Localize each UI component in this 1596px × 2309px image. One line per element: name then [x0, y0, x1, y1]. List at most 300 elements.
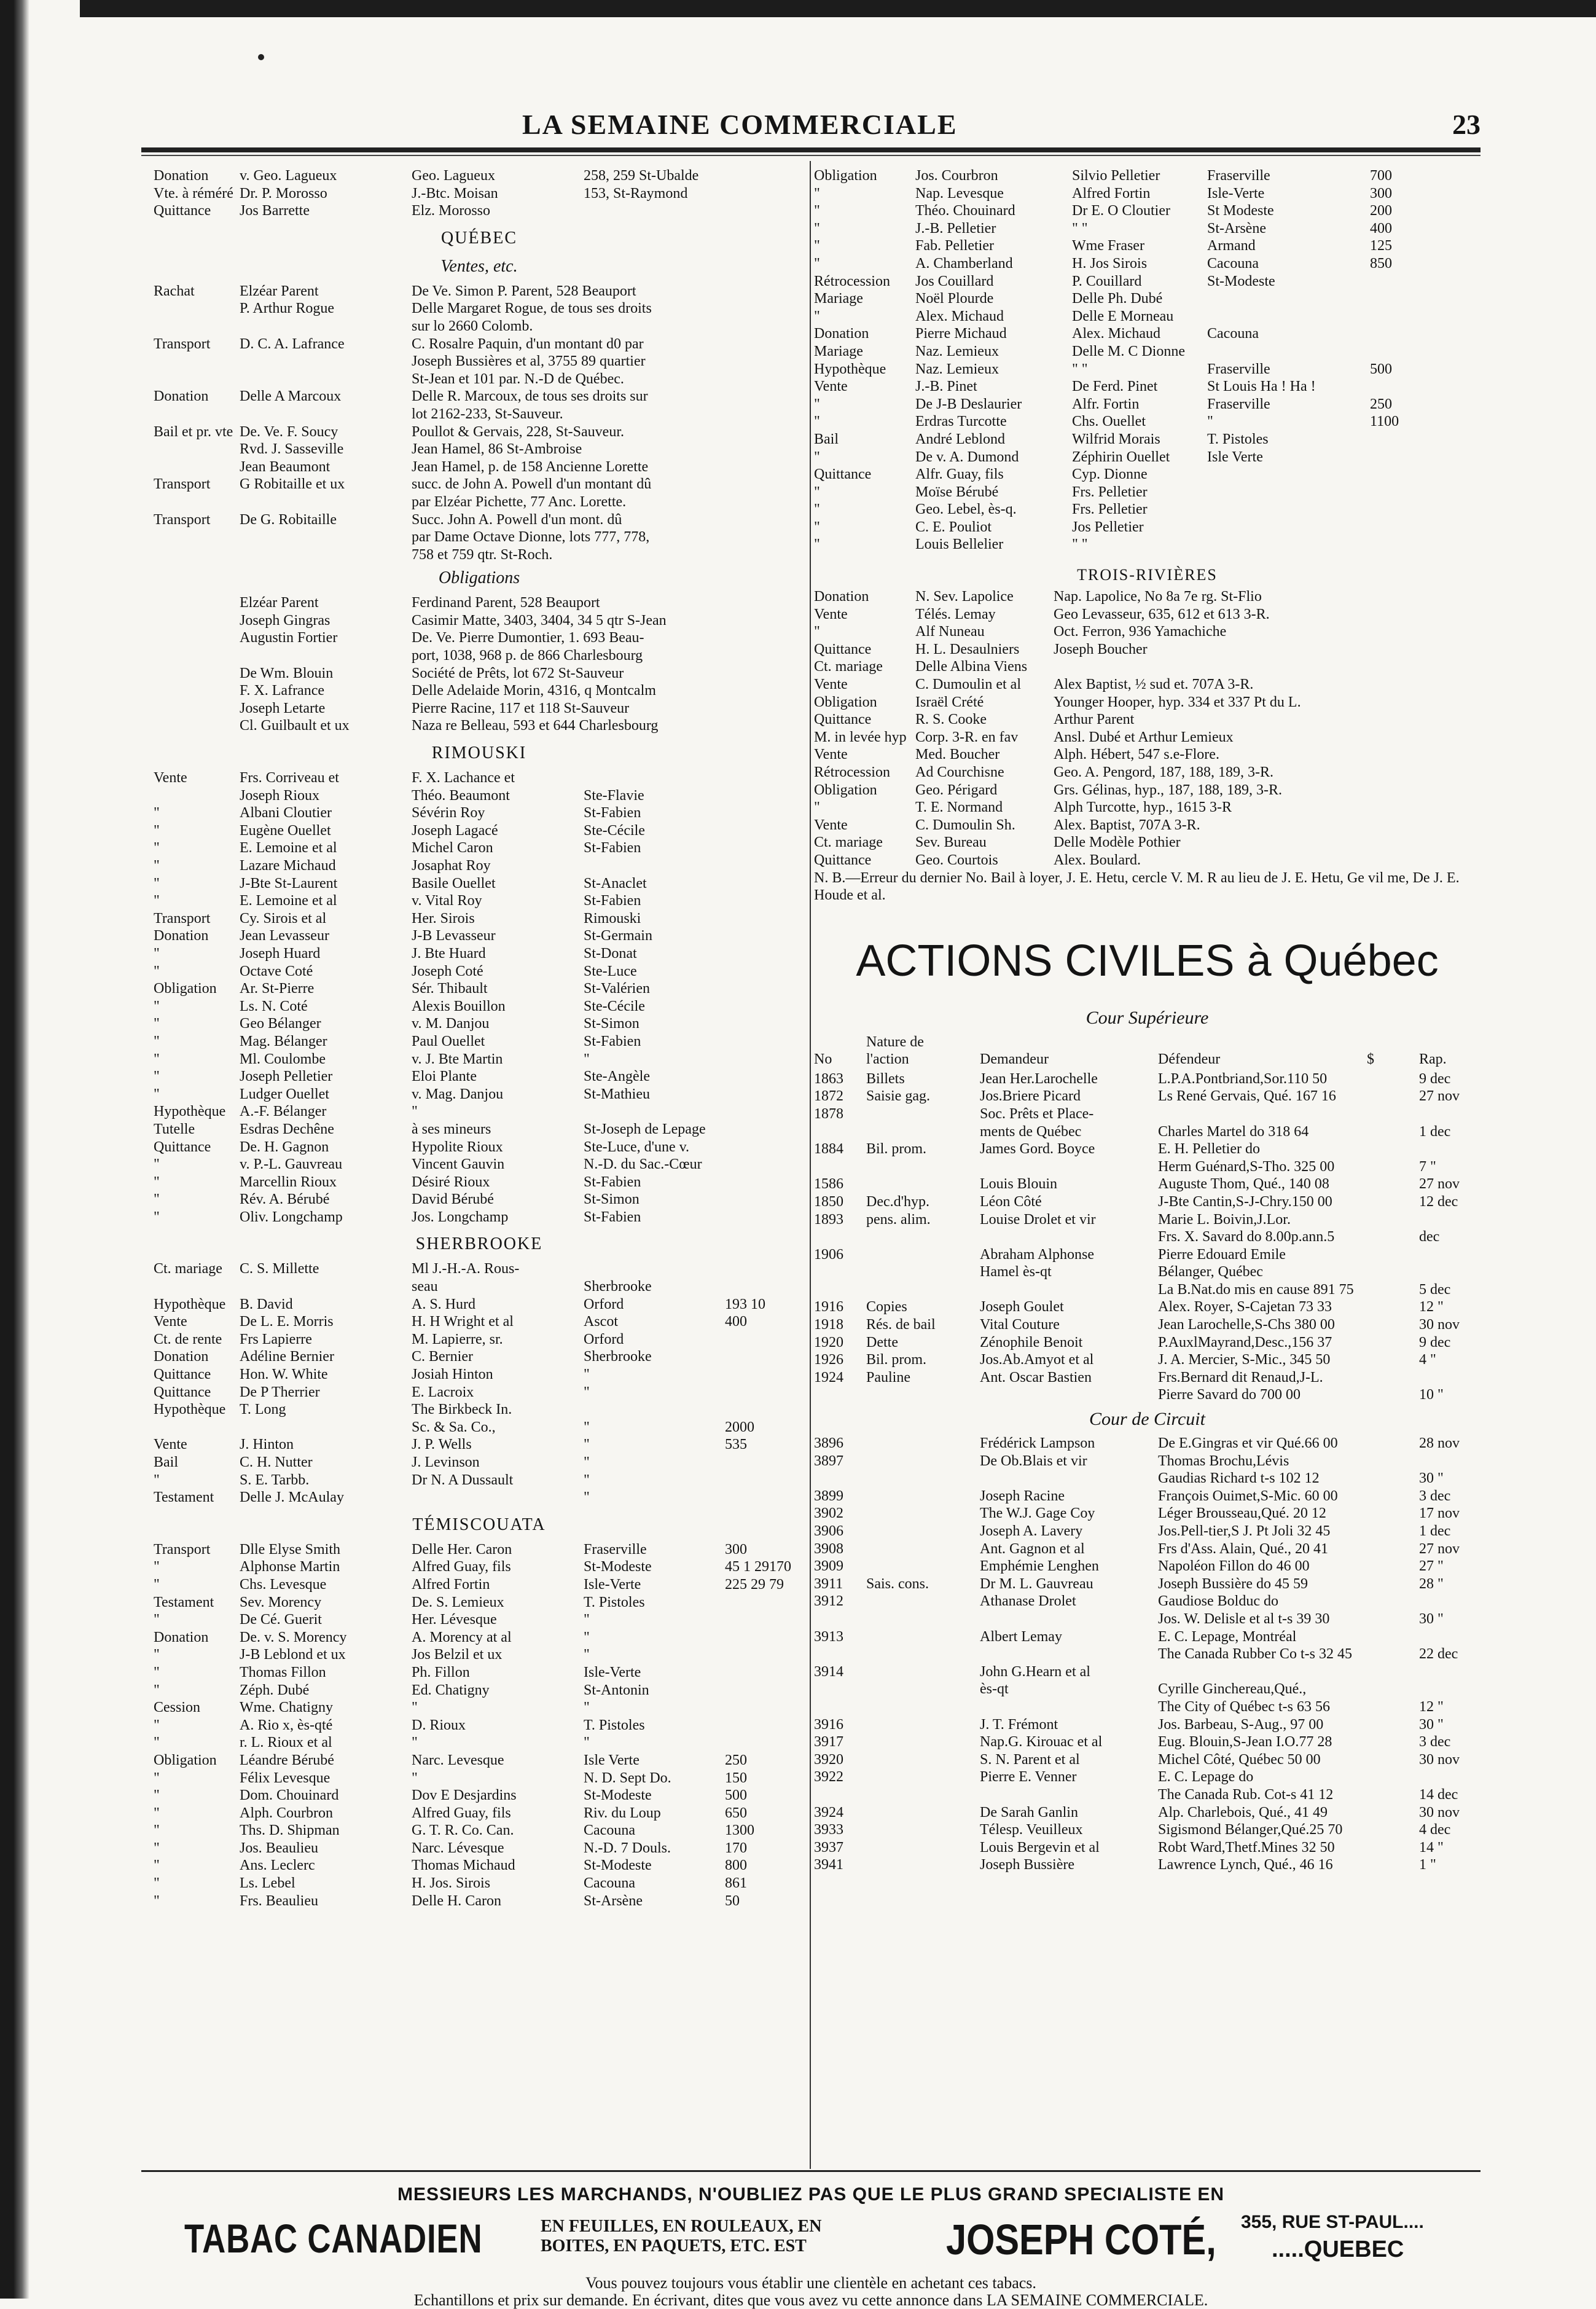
- party-from: J.-B. Pinet: [915, 378, 977, 395]
- record-row: [154, 1699, 805, 1717]
- return-date: 30 ": [1419, 1716, 1444, 1733]
- deed-type: Donation: [814, 326, 869, 342]
- record-row: [154, 1419, 805, 1437]
- record-row: [814, 343, 1481, 361]
- advert-tabac-canadien: TABAC CANADIEN: [184, 2216, 483, 2261]
- party-from: J.-B. Pelletier: [915, 220, 996, 237]
- defendant-amount: Pierre Edouard Emile: [1158, 1246, 1286, 1263]
- locality: Rimouski: [584, 910, 641, 927]
- party-to: Sévérin Roy: [412, 805, 485, 821]
- return-date: 9 dec: [1419, 1070, 1451, 1087]
- plaintiff: Dr M. L. Gauvreau: [980, 1575, 1093, 1592]
- table-row: [814, 1698, 1481, 1716]
- table-row: [814, 1228, 1481, 1246]
- return-date: 28 ": [1419, 1575, 1444, 1592]
- party-from: Geo Bélanger: [240, 1016, 321, 1032]
- record-row: [154, 1857, 805, 1875]
- deed-type: ": [154, 822, 160, 839]
- return-date: 27 ": [1419, 1558, 1444, 1575]
- page-top-border: [80, 0, 1596, 17]
- party-from: Ar. St-Pierre: [240, 981, 315, 997]
- defendant-amount: Jos. W. Delisle et al t-s 39 30: [1158, 1610, 1330, 1627]
- locality: ": [584, 1454, 590, 1470]
- record-row: [154, 1787, 805, 1805]
- plaintiff: John G.Hearn et al: [980, 1663, 1090, 1680]
- party-to: " ": [1072, 220, 1088, 237]
- footer-rule: [141, 2170, 1481, 2172]
- defendant-amount: Frs d'Ass. Alain, Qué., 20 41: [1158, 1540, 1328, 1557]
- party-from: Pierre Michaud: [915, 326, 1007, 342]
- party-from: Rév. A. Bérubé: [240, 1191, 330, 1208]
- party-to: v. M. Danjou: [412, 1016, 490, 1032]
- deed-type: Obligation: [154, 1752, 217, 1768]
- deed-type: Mariage: [814, 291, 863, 307]
- locality: Cacouna: [584, 1822, 635, 1839]
- party-from: Naz. Lemieux: [915, 343, 999, 359]
- deed-type: ": [154, 1682, 160, 1698]
- section-heading: SHERBROOKE: [415, 1234, 543, 1254]
- case-number: 1918: [814, 1317, 843, 1333]
- plaintiff: James Gord. Boyce: [980, 1141, 1095, 1158]
- party-from: De v. A. Dumond: [915, 449, 1019, 465]
- deed-type: ": [154, 1051, 160, 1067]
- plaintiff: Soc. Prêts et Place-: [980, 1105, 1094, 1122]
- party-to: Poullot & Gervais, 228, St-Sauveur.: [412, 423, 624, 440]
- header-no: No: [814, 1051, 832, 1067]
- record-row: [154, 1770, 805, 1787]
- deed-type: ": [154, 1068, 160, 1085]
- deed-type: Quittance: [814, 641, 872, 657]
- party-from: C. H. Nutter: [240, 1454, 313, 1470]
- locality: Ste-Cécile: [584, 998, 645, 1014]
- party-to: Grs. Gélinas, hyp., 187, 188, 189, 3-R.: [1054, 782, 1282, 798]
- amount: 700: [1370, 168, 1392, 184]
- record-row: [154, 1086, 805, 1104]
- locality: ": [584, 1489, 590, 1506]
- party-to: Joseph Coté: [412, 963, 483, 979]
- deed-type: Quittance: [814, 466, 872, 483]
- locality: 258, 259 St-Ubalde: [584, 168, 699, 184]
- table-row: [814, 1610, 1481, 1628]
- return-date: 22 dec: [1419, 1646, 1458, 1663]
- deed-type: ": [154, 1174, 160, 1190]
- advert-footnote-line1: Vous pouvez toujours vous établir une clientèle en achetant ces tabacs.: [585, 2274, 1036, 2292]
- table-row: [814, 1435, 1481, 1452]
- deed-type: Vente: [814, 747, 848, 763]
- deed-type: Quittance: [154, 203, 211, 219]
- party-from: G Robitaille et ux: [240, 476, 345, 493]
- defendant-amount: L.P.A.Pontbriand,Sor.110 50: [1158, 1070, 1328, 1087]
- table-row: [814, 1523, 1481, 1540]
- plaintiff: Louise Drolet et vir: [980, 1211, 1096, 1228]
- plaintiff: Nap.G. Kirouac et al: [980, 1734, 1103, 1750]
- advert-address-street: 355, RUE ST-PAUL....: [1241, 2212, 1424, 2232]
- table-row: [814, 1680, 1481, 1698]
- party-to: par Elzéar Pichette, 77 Anc. Lorette.: [412, 493, 627, 510]
- locality: Riv. du Loup: [584, 1805, 661, 1821]
- defendant-amount: Lawrence Lynch, Qué., 46 16: [1158, 1857, 1333, 1873]
- record-row: [814, 466, 1481, 484]
- amount: 400: [725, 1314, 747, 1330]
- table-row: [814, 1140, 1481, 1158]
- party-from: J-Bte St-Laurent: [240, 875, 338, 892]
- party-to: A. Morency at al: [412, 1629, 512, 1645]
- record-row: [154, 1734, 805, 1752]
- deed-type: Quittance: [814, 712, 872, 728]
- record-row: [154, 423, 805, 441]
- party-to: Narc. Levesque: [412, 1752, 504, 1768]
- party-to: ": [412, 1104, 418, 1120]
- party-from: T. Long: [240, 1401, 286, 1418]
- locality: ": [584, 1699, 590, 1716]
- party-from: Alfr. Guay, fils: [915, 466, 1004, 483]
- locality: T. Pistoles: [584, 1717, 645, 1733]
- deed-type: Testament: [154, 1594, 214, 1610]
- locality: Orford: [584, 1331, 624, 1347]
- party-from: Fab. Pelletier: [915, 238, 994, 254]
- defendant-amount: De E.Gingras et vir Qué.66 00: [1158, 1435, 1338, 1452]
- party-to: seau: [412, 1279, 438, 1295]
- party-to: Delle Margaret Rogue, de tous ses droits: [412, 300, 652, 317]
- record-row: [814, 449, 1481, 466]
- deed-type: ": [154, 1576, 160, 1593]
- case-number: 1586: [814, 1176, 843, 1193]
- locality: St-Mathieu: [584, 1086, 650, 1102]
- deed-type: Testament: [154, 1489, 214, 1506]
- locality: ": [584, 1612, 590, 1628]
- deed-type: ": [814, 484, 820, 500]
- record-row: [154, 1366, 805, 1384]
- return-date: 4 dec: [1419, 1822, 1451, 1838]
- record-row: [814, 237, 1481, 255]
- record-row: [814, 484, 1481, 501]
- party-to: Dov E Desjardins: [412, 1787, 517, 1804]
- deed-type: ": [154, 1857, 160, 1874]
- plaintiff: ments de Québec: [980, 1123, 1082, 1140]
- party-to: G. T. R. Co. Can.: [412, 1822, 514, 1839]
- locality: Ste-Luce: [584, 963, 637, 979]
- deed-type: ": [154, 1472, 160, 1488]
- record-row: [154, 1015, 805, 1033]
- return-date: 28 nov: [1419, 1435, 1460, 1452]
- plaintiff: Joseph Racine: [980, 1488, 1065, 1504]
- record-row: [154, 769, 805, 787]
- locality: N.-D. 7 Douls.: [584, 1840, 671, 1856]
- party-from: André Leblond: [915, 431, 1005, 447]
- deed-type: ": [814, 519, 820, 535]
- party-to: Société de Prêts, lot 672 St-Sauveur: [412, 665, 624, 681]
- party-from: Rvd. J. Sasseville: [240, 441, 344, 458]
- locality: N. D. Sept Do.: [584, 1770, 671, 1786]
- header-dollar: $: [1367, 1051, 1374, 1067]
- party-from: v. Geo. Lagueux: [240, 168, 337, 184]
- table-row: [814, 1751, 1481, 1769]
- action-type: Saisie gag.: [866, 1088, 930, 1105]
- deed-type: ": [154, 963, 160, 979]
- deed-type: ": [814, 449, 820, 465]
- return-date: 14 ": [1419, 1839, 1444, 1856]
- party-from: D. C. A. Lafrance: [240, 335, 345, 352]
- record-row: [154, 1682, 805, 1699]
- deed-type: Quittance: [154, 1139, 211, 1155]
- record-row: [154, 283, 805, 300]
- party-to: Arthur Parent: [1054, 712, 1135, 728]
- party-from: Erdras Turcotte: [915, 414, 1007, 430]
- deed-type: Ct. de rente: [154, 1331, 222, 1347]
- case-number: 3917: [814, 1734, 843, 1750]
- party-to: lot 2162-233, St-Sauveur.: [412, 406, 563, 422]
- party-from: Théo. Chouinard: [915, 203, 1015, 219]
- return-date: 1 dec: [1419, 1523, 1451, 1539]
- locality: Sherbrooke: [584, 1349, 652, 1365]
- scan-speck: [258, 54, 264, 60]
- party-to: v. J. Bte Martin: [412, 1051, 503, 1067]
- record-row: [154, 1646, 805, 1664]
- table-row: [814, 1105, 1481, 1123]
- deed-type: ": [154, 1156, 160, 1173]
- amount: 225 29 79: [725, 1576, 784, 1593]
- advert-formats-line2: BOITES, EN PAQUETS, ETC. EST: [541, 2236, 807, 2256]
- case-number: 3924: [814, 1804, 843, 1821]
- deed-type: Vente: [154, 770, 187, 786]
- record-row: [154, 300, 805, 318]
- defendant-amount: Sigismond Bélanger,Qué.25 70: [1158, 1822, 1343, 1838]
- action-type: Dette: [866, 1334, 898, 1351]
- party-to: Her. Lévesque: [412, 1612, 497, 1628]
- locality: ": [584, 1629, 590, 1645]
- return-date: 10 ": [1419, 1387, 1444, 1403]
- party-to: à ses mineurs: [412, 1121, 491, 1137]
- table-row: [814, 1663, 1481, 1681]
- party-from: A. Rio x, ès-qté: [240, 1717, 333, 1733]
- record-row: [154, 1717, 805, 1735]
- return-date: 27 nov: [1419, 1540, 1460, 1557]
- record-row: [154, 1033, 805, 1051]
- record-row: [154, 406, 805, 423]
- party-to: H. Jos. Sirois: [412, 1875, 491, 1892]
- record-row: [814, 220, 1481, 238]
- party-to: Théo. Beaumont: [412, 787, 510, 804]
- locality: St-Anaclet: [584, 875, 647, 892]
- locality: ": [1207, 414, 1213, 430]
- defendant-amount: The City of Québec t-s 63 56: [1158, 1698, 1330, 1715]
- party-from: Corp. 3-R. en fav: [915, 729, 1019, 745]
- return-date: 1 dec: [1419, 1123, 1451, 1140]
- record-row: [154, 1051, 805, 1068]
- party-to: 758 et 759 qtr. St-Roch.: [412, 546, 553, 563]
- party-from: v. P.-L. Gauvreau: [240, 1156, 343, 1173]
- party-from: Télés. Lemay: [915, 606, 996, 622]
- party-from: Lazare Michaud: [240, 858, 336, 874]
- advert-footnote: [141, 2275, 1481, 2309]
- record-row: [154, 1209, 805, 1226]
- table-row: [814, 1175, 1481, 1193]
- party-from: Octave Coté: [240, 963, 313, 979]
- deed-type: ": [814, 501, 820, 518]
- amount: 170: [725, 1840, 747, 1856]
- record-row: [154, 1313, 805, 1331]
- party-from: F. X. Lafrance: [240, 683, 325, 699]
- party-to: ": [412, 1699, 418, 1716]
- action-type: Rés. de bail: [866, 1317, 936, 1333]
- party-to: M. Lapierre, sr.: [412, 1331, 503, 1347]
- plaintiff: De Ob.Blais et vir: [980, 1452, 1087, 1469]
- party-to: Chs. Ouellet: [1072, 414, 1146, 430]
- table-row: [814, 1856, 1481, 1874]
- deed-type: ": [154, 875, 160, 892]
- party-from: Eugène Ouellet: [240, 822, 331, 839]
- deed-type: Quittance: [154, 1384, 211, 1400]
- deed-type: Donation: [154, 1349, 209, 1365]
- record-row: [814, 536, 1481, 554]
- defendant-amount: E. C. Lepage do: [1158, 1769, 1254, 1786]
- record-row: [154, 1892, 805, 1910]
- record-row: [154, 594, 805, 612]
- amount: 300: [725, 1541, 747, 1558]
- table-row: [814, 1088, 1481, 1105]
- party-to: Jean Hamel, 86 St-Ambroise: [412, 441, 582, 458]
- header-rapport: Rap.: [1419, 1051, 1447, 1067]
- locality: Ste-Cécile: [584, 822, 645, 839]
- defendant-amount: Bélanger, Québec: [1158, 1264, 1263, 1280]
- record-row: [154, 612, 805, 630]
- party-from: De. H. Gagnon: [240, 1139, 329, 1155]
- case-number: 3916: [814, 1716, 843, 1733]
- record-row: [154, 892, 805, 910]
- temiscouata-continued: [814, 167, 1481, 554]
- deed-type: ": [814, 414, 820, 430]
- deed-type: Obligation: [814, 782, 877, 798]
- action-type: Billets: [866, 1070, 905, 1087]
- deed-type: ": [154, 1770, 160, 1786]
- return-date: 12 ": [1419, 1698, 1444, 1715]
- record-row: [154, 1805, 805, 1822]
- table-row: [814, 1645, 1481, 1663]
- party-to: Delle Her. Caron: [412, 1541, 512, 1558]
- record-row: [154, 1558, 805, 1576]
- record-row: [154, 458, 805, 476]
- case-number: 1863: [814, 1070, 843, 1087]
- party-to: Eloi Plante: [412, 1068, 477, 1085]
- party-from: Frs. Beaulieu: [240, 1892, 318, 1909]
- locality: ": [584, 1366, 590, 1383]
- locality: ": [584, 1437, 590, 1453]
- record-row: [814, 167, 1481, 185]
- amount: 861: [725, 1875, 747, 1892]
- party-to: " ": [1072, 361, 1088, 377]
- locality: Cacouna: [584, 1875, 635, 1892]
- table-row: [814, 1839, 1481, 1857]
- case-number: 3906: [814, 1523, 843, 1539]
- party-from: J-B Leblond et ux: [240, 1647, 346, 1663]
- party-from: Thomas Fillon: [240, 1664, 326, 1680]
- defendant-amount: Jos. Barbeau, S-Aug., 97 00: [1158, 1716, 1324, 1733]
- record-row: [814, 676, 1481, 694]
- record-row: [154, 1278, 805, 1296]
- defendant-amount: P.AuxlMayrand,Desc.,156 37: [1158, 1334, 1332, 1351]
- amount: 300: [1370, 185, 1392, 202]
- party-from: Louis Bellelier: [915, 536, 1004, 553]
- locality: St-Fabien: [584, 1209, 641, 1225]
- plaintiff: Vital Couture: [980, 1317, 1060, 1333]
- party-to: Jos. Longchamp: [412, 1209, 509, 1225]
- plaintiff: Frédérick Lampson: [980, 1435, 1095, 1452]
- party-from: C. E. Pouliot: [915, 519, 992, 535]
- record-row: [814, 431, 1481, 449]
- table-row: [814, 1316, 1481, 1334]
- case-number: 3913: [814, 1628, 843, 1645]
- party-to: Delle M. C Dionne: [1072, 343, 1185, 359]
- table-row: [814, 1211, 1481, 1229]
- deed-type: Hypothèque: [154, 1296, 226, 1312]
- defendant-amount: Cyrille Ginchereau,Qué.,: [1158, 1681, 1307, 1698]
- party-from: Ls. N. Coté: [240, 998, 308, 1014]
- record-row: [154, 528, 805, 546]
- party-from: Joseph Letarte: [240, 700, 326, 716]
- return-date: 30 ": [1419, 1610, 1444, 1627]
- case-number: 1906: [814, 1246, 843, 1263]
- party-to: Joseph Lagacé: [412, 822, 498, 839]
- amount: 1100: [1370, 414, 1399, 430]
- locality: N.-D. du Sac.-Cœur: [584, 1156, 702, 1173]
- party-to: Pierre Racine, 117 et 118 St-Sauveur: [412, 700, 630, 716]
- defendant-amount: Napoléon Fillon do 46 00: [1158, 1558, 1310, 1575]
- table-row: [814, 1246, 1481, 1264]
- locality: St-Germain: [584, 928, 652, 944]
- record-row: [154, 167, 805, 185]
- record-row: [814, 273, 1481, 291]
- plaintiff: De Sarah Ganlin: [980, 1804, 1078, 1821]
- case-number: 1920: [814, 1334, 843, 1351]
- party-from: De Wm. Blouin: [240, 665, 334, 681]
- party-from: Chs. Levesque: [240, 1576, 327, 1593]
- plaintiff: Pierre E. Venner: [980, 1769, 1077, 1786]
- party-from: Alf Nuneau: [915, 624, 985, 640]
- party-to: F. X. Lachance et: [412, 770, 515, 786]
- plaintiff: Zénophile Benoit: [980, 1334, 1083, 1351]
- record-row: [814, 501, 1481, 519]
- plaintiff: Louis Bergevin et al: [980, 1839, 1100, 1856]
- defendant-amount: Auguste Thom, Qué., 140 08: [1158, 1176, 1329, 1193]
- party-to: J-B Levasseur: [412, 928, 496, 944]
- erratum-note: N. B.—Erreur du dernier No. Bail à loyer, J. E. Hetu, cercle V. M. R au lieu de J. E. Hetu, Ge vil me, De J. E. Houde et al.: [814, 869, 1460, 904]
- plaintiff: Télesp. Veuilleux: [980, 1822, 1083, 1838]
- record-row: [814, 729, 1481, 747]
- locality: St-Modeste: [1207, 273, 1275, 289]
- deed-type: Tutelle: [154, 1121, 195, 1137]
- publication-title: LA SEMAINE COMMERCIALE: [522, 109, 958, 140]
- section-heading: QUÉBEC: [441, 228, 517, 248]
- party-to: Geo. Lagueux: [412, 168, 495, 184]
- locality: Fraserville: [1207, 396, 1270, 412]
- deed-type: Hypothèque: [154, 1401, 226, 1418]
- party-from: S. E. Tarbb.: [240, 1472, 310, 1488]
- table-row: [814, 1281, 1481, 1299]
- locality: St-Fabien: [584, 893, 641, 909]
- case-number: 1926: [814, 1352, 843, 1368]
- party-to: sur lo 2660 Colomb.: [412, 318, 533, 334]
- party-from: Mag. Bélanger: [240, 1033, 327, 1049]
- party-from: Léandre Bérubé: [240, 1752, 334, 1768]
- section-heading: Obligations: [438, 568, 520, 588]
- deed-type: ": [814, 308, 820, 324]
- table-header: [814, 1033, 1481, 1070]
- record-row: [814, 746, 1481, 764]
- defendant-amount: J. A. Mercier, S-Mic., 345 50: [1158, 1352, 1331, 1368]
- record-row: [814, 799, 1481, 817]
- deed-type: ": [154, 1559, 160, 1575]
- record-row: [814, 852, 1481, 869]
